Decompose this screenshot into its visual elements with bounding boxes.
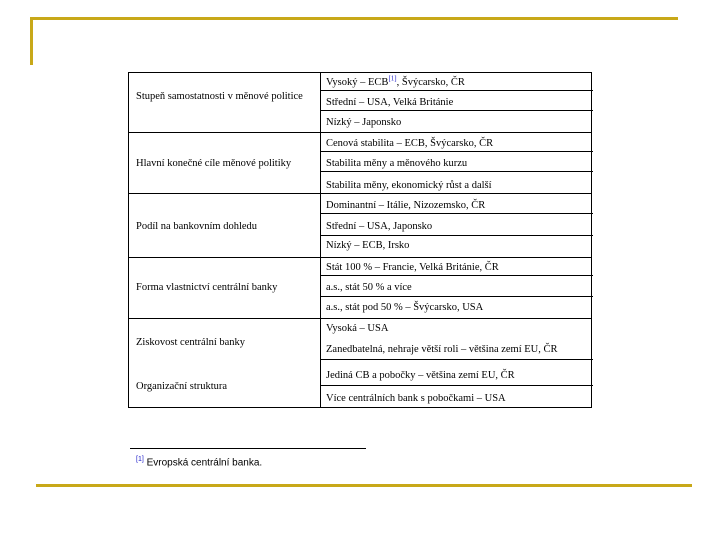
row-value: Více centrálních bank s pobočkami – USA	[326, 393, 506, 404]
row-value: Jediná CB a pobočky – většina zemí EU, ČR	[326, 370, 515, 381]
decorative-bottom-rule	[36, 484, 692, 487]
row-label-goals: Hlavní konečné cíle měnové politiky	[136, 158, 292, 169]
row-divider	[320, 110, 593, 111]
footnote	[136, 453, 262, 469]
row-divider	[320, 90, 593, 91]
row-value: a.s., stát 50 % a více	[326, 282, 412, 293]
row-label-supervision: Podíl na bankovním dohledu	[136, 221, 258, 232]
row-divider	[320, 359, 593, 360]
row-divider	[320, 275, 593, 276]
footnote-marker[interactable]: [1]	[136, 456, 144, 463]
section-divider	[129, 193, 591, 194]
section-divider	[129, 257, 591, 258]
row-value: Stabilita měny, ekonomický růst a další	[326, 180, 492, 191]
row-value: Zanedbatelná, nehraje větší roli – většina zemí EU, ČR	[326, 344, 558, 355]
row-value: Nízký – Japonsko	[326, 117, 402, 128]
row-label-independence: Stupeň samostatnosti v měnové politice	[136, 91, 303, 102]
row-value: Stabilita měny a měnového kurzu	[326, 158, 468, 169]
row-value: a.s., stát pod 50 % – Švýcarsko, USA	[326, 302, 484, 313]
row-divider	[320, 171, 593, 172]
section-divider	[129, 318, 591, 319]
row-value: Cenová stabilita – ECB, Švýcarsko, ČR	[326, 138, 494, 149]
column-divider	[320, 73, 321, 407]
row-value: Nízký – ECB, Irsko	[326, 240, 410, 251]
footnote-separator	[130, 448, 366, 449]
row-value: Vysoká – USA	[326, 323, 389, 334]
decorative-left-rule	[30, 17, 33, 65]
row-value: Vysoký – ECB[1], Švýcarsko, ČR	[326, 74, 465, 88]
decorative-top-rule	[30, 17, 678, 20]
footnote-text: Evropská centrální banka.	[146, 457, 263, 469]
footnote-ref-link[interactable]: [1]	[388, 74, 397, 83]
row-divider	[320, 385, 593, 386]
row-divider	[320, 235, 593, 236]
row-value: Stát 100 % – Francie, Velká Británie, ČR	[326, 262, 499, 273]
row-value: Střední – USA, Japonsko	[326, 221, 433, 232]
row-divider	[320, 213, 593, 214]
row-label-profitability: Ziskovost centrální banky	[136, 337, 246, 348]
row-value: Dominantní – Itálie, Nizozemsko, ČR	[326, 200, 486, 211]
row-value: Střední – USA, Velká Británie	[326, 97, 454, 108]
row-label-organization: Organizační struktura	[136, 381, 228, 392]
row-divider	[320, 151, 593, 152]
row-label-ownership: Forma vlastnictví centrální banky	[136, 282, 278, 293]
section-divider	[129, 132, 591, 133]
comparison-table	[128, 72, 592, 408]
row-divider	[320, 296, 593, 297]
